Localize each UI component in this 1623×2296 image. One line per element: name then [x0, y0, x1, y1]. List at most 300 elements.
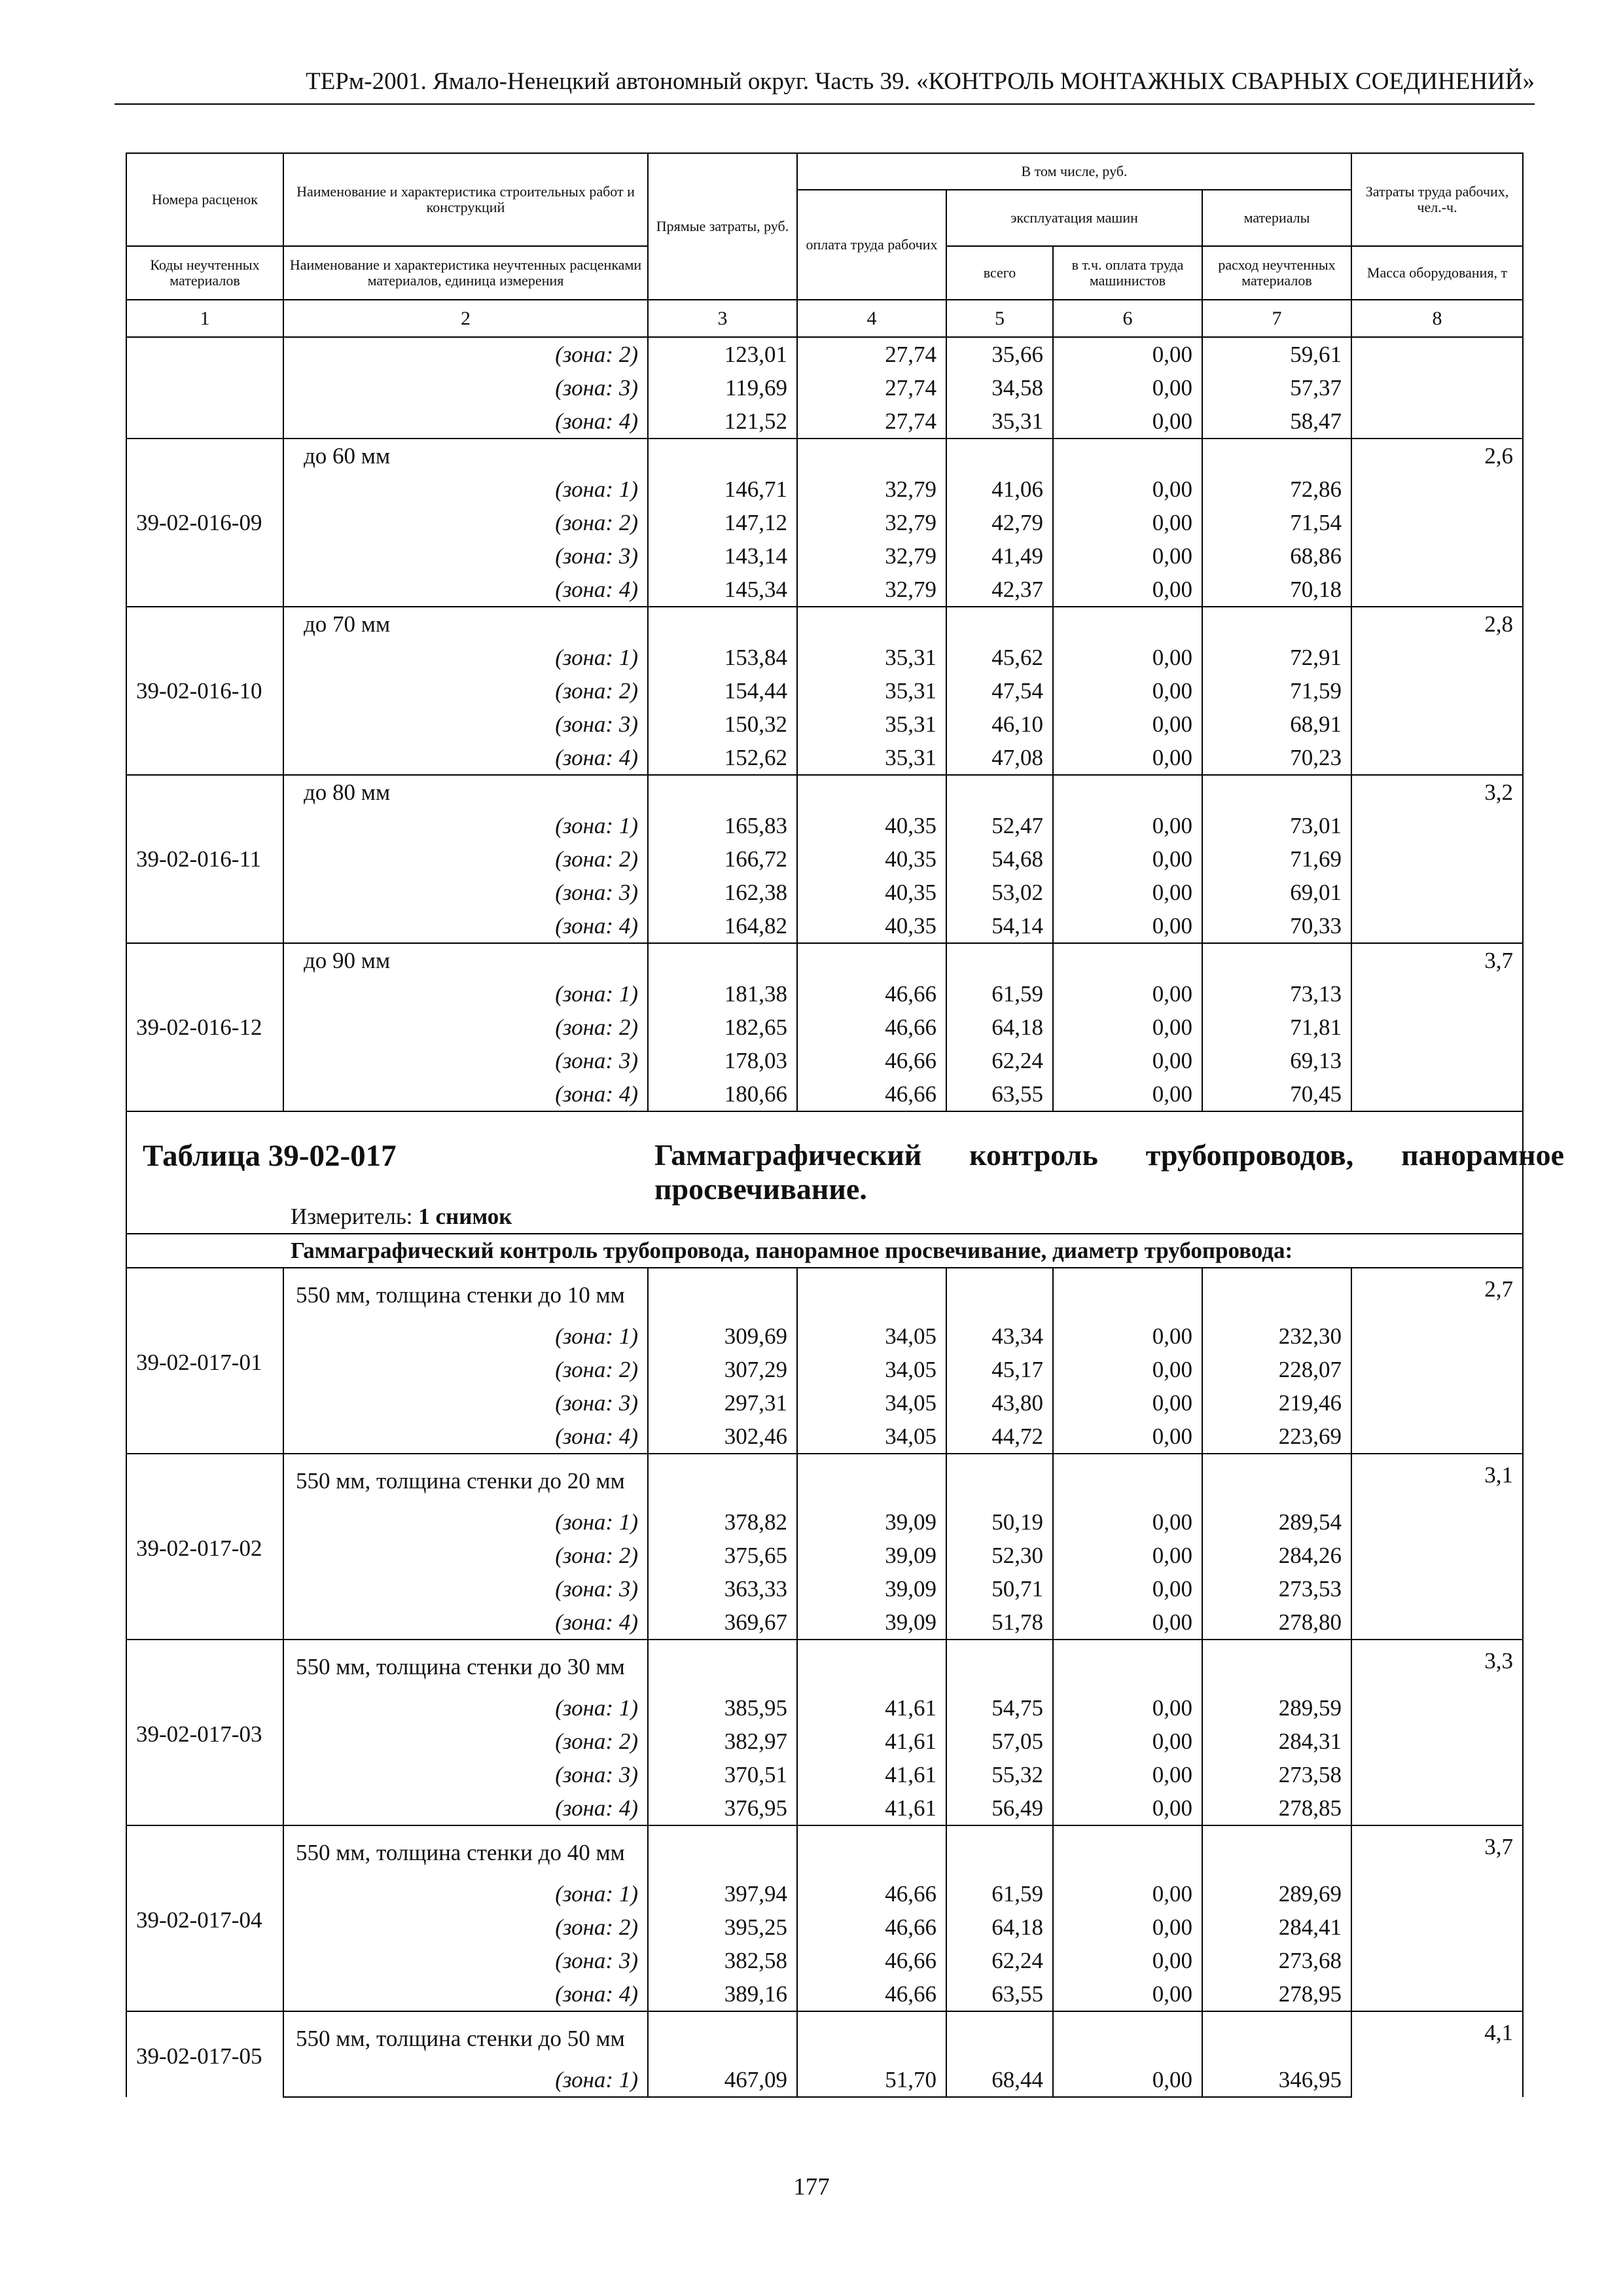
value-cell	[797, 1268, 946, 1319]
value-cell: 34,05	[797, 1386, 946, 1420]
zone-label: (зона: 2)	[283, 1725, 648, 1758]
value-cell: 35,31	[946, 404, 1053, 439]
value-cell	[797, 439, 946, 473]
value-cell: 47,08	[946, 741, 1053, 775]
table-row	[126, 1044, 1523, 1077]
rate-code: 39-02-017-01	[126, 1268, 283, 1454]
value-cell: 35,66	[946, 337, 1053, 371]
value-cell: 0,00	[1053, 708, 1202, 741]
zone-label: (зона: 1)	[283, 2063, 648, 2097]
value-cell: 180,66	[648, 1077, 797, 1111]
value-cell: 0,00	[1053, 741, 1202, 775]
value-cell: 64,18	[946, 1910, 1053, 1944]
value-cell: 57,37	[1202, 371, 1351, 404]
value-cell: 72,91	[1202, 641, 1351, 674]
value-cell: 43,80	[946, 1386, 1053, 1420]
value-cell: 181,38	[648, 977, 797, 1011]
value-cell: 53,02	[946, 876, 1053, 909]
value-cell: 46,66	[797, 1011, 946, 1044]
value-cell: 0,00	[1053, 977, 1202, 1011]
value-cell: 41,61	[797, 1725, 946, 1758]
value-cell: 228,07	[1202, 1353, 1351, 1386]
value-cell: 62,24	[946, 1044, 1053, 1077]
value-cell: 0,00	[1053, 337, 1202, 371]
rate-row	[126, 1268, 1523, 1319]
running-header: ТЕРм-2001. Ямало-Ненецкий автономный округ. Часть 39. «КОНТРОЛЬ МОНТАЖНЫХ СВАРНЫХ СОЕДИНЕНИЙ»	[306, 68, 1535, 95]
col-number: 3	[648, 300, 797, 337]
value-cell: 278,85	[1202, 1791, 1351, 1825]
value-cell: 297,31	[648, 1386, 797, 1420]
rate-name: 550 мм, толщина стенки до 40 мм	[283, 1825, 648, 1877]
col-header-machines: эксплуатация машин	[946, 190, 1202, 246]
header-rule	[115, 103, 1535, 105]
value-cell: 51,78	[946, 1605, 1053, 1640]
value-cell: 32,79	[797, 539, 946, 573]
labor-cost: 2,6	[1351, 439, 1523, 607]
value-cell: 0,00	[1053, 1077, 1202, 1111]
value-cell	[1053, 607, 1202, 641]
value-cell: 46,66	[797, 1877, 946, 1910]
value-cell: 278,95	[1202, 1977, 1351, 2011]
rate-row	[126, 1454, 1523, 1505]
value-cell	[1053, 775, 1202, 809]
value-cell: 35,31	[797, 641, 946, 674]
value-cell	[1202, 1268, 1351, 1319]
value-cell: 41,61	[797, 1791, 946, 1825]
value-cell: 284,31	[1202, 1725, 1351, 1758]
zone-label: (зона: 4)	[283, 1977, 648, 2011]
value-cell: 46,66	[797, 1977, 946, 2011]
value-cell: 54,68	[946, 842, 1053, 876]
table-row	[126, 473, 1523, 506]
rate-code: 39-02-017-05	[126, 2011, 283, 2097]
zone-label: (зона: 1)	[283, 1319, 648, 1353]
value-cell: 35,31	[797, 741, 946, 775]
value-cell: 35,31	[797, 674, 946, 708]
value-cell: 34,05	[797, 1319, 946, 1353]
rate-code: 39-02-017-02	[126, 1454, 283, 1640]
zone-label: (зона: 1)	[283, 473, 648, 506]
table-row	[126, 842, 1523, 876]
value-cell	[1202, 439, 1351, 473]
value-cell	[648, 1454, 797, 1505]
value-cell: 150,32	[648, 708, 797, 741]
labor-cost: 2,7	[1351, 1268, 1523, 1454]
col-number: 4	[797, 300, 946, 337]
value-cell: 69,01	[1202, 876, 1351, 909]
zone-label: (зона: 3)	[283, 876, 648, 909]
value-cell: 0,00	[1053, 371, 1202, 404]
zone-label: (зона: 2)	[283, 674, 648, 708]
value-cell	[1202, 1454, 1351, 1505]
value-cell	[797, 1454, 946, 1505]
col-header-equipment-mass: Масса оборудования, т	[1351, 246, 1523, 300]
table-row	[126, 506, 1523, 539]
value-cell: 0,00	[1053, 1910, 1202, 1944]
value-cell: 57,05	[946, 1725, 1053, 1758]
value-cell: 162,38	[648, 876, 797, 909]
value-cell: 68,86	[1202, 539, 1351, 573]
zone-label: (зона: 2)	[283, 1910, 648, 1944]
value-cell: 182,65	[648, 1011, 797, 1044]
zone-label: (зона: 1)	[283, 1691, 648, 1725]
value-cell: 27,74	[797, 337, 946, 371]
value-cell: 307,29	[648, 1353, 797, 1386]
value-cell: 68,44	[946, 2063, 1053, 2097]
labor-cell	[1351, 337, 1523, 439]
value-cell: 46,10	[946, 708, 1053, 741]
value-cell: 46,66	[797, 1944, 946, 1977]
value-cell: 63,55	[946, 1077, 1053, 1111]
value-cell: 0,00	[1053, 1011, 1202, 1044]
rate-code-cell	[126, 337, 283, 439]
rate-name: до 60 мм	[283, 439, 648, 473]
col-header-machines-total: всего	[946, 246, 1053, 300]
value-cell: 0,00	[1053, 1420, 1202, 1454]
value-cell: 0,00	[1053, 1691, 1202, 1725]
value-cell: 0,00	[1053, 842, 1202, 876]
value-cell: 153,84	[648, 641, 797, 674]
labor-cost: 4,1	[1351, 2011, 1523, 2097]
value-cell: 378,82	[648, 1505, 797, 1539]
col-header-materials: материалы	[1202, 190, 1351, 246]
value-cell: 0,00	[1053, 573, 1202, 607]
value-cell	[797, 1640, 946, 1691]
table-row	[126, 641, 1523, 674]
value-cell: 46,66	[797, 1910, 946, 1944]
value-cell: 382,97	[648, 1725, 797, 1758]
table-row	[126, 1539, 1523, 1572]
value-cell	[648, 1268, 797, 1319]
table-row	[126, 1910, 1523, 1944]
col-header-unaccounted-materials: расход неучтенных материалов	[1202, 246, 1351, 300]
value-cell: 35,31	[797, 708, 946, 741]
table-row	[126, 977, 1523, 1011]
value-cell: 284,41	[1202, 1910, 1351, 1944]
zone-label: (зона: 2)	[283, 1011, 648, 1044]
table-row	[126, 1877, 1523, 1910]
value-cell	[648, 2011, 797, 2063]
value-cell: 32,79	[797, 573, 946, 607]
labor-cost: 3,3	[1351, 1640, 1523, 1825]
value-cell: 0,00	[1053, 1044, 1202, 1077]
table-row	[126, 741, 1523, 775]
zone-label: (зона: 1)	[283, 809, 648, 842]
table-title: Гаммаграфический контроль трубопроводов, панорамное просвечивание.	[654, 1138, 1564, 1206]
value-cell	[648, 775, 797, 809]
zone-label: (зона: 1)	[283, 1505, 648, 1539]
table-row	[126, 1758, 1523, 1791]
table-row	[126, 1944, 1523, 1977]
col-header-including: В том числе, руб.	[797, 153, 1351, 190]
value-cell	[1053, 2011, 1202, 2063]
rate-name: 550 мм, толщина стенки до 50 мм	[283, 2011, 648, 2063]
value-cell: 119,69	[648, 371, 797, 404]
value-cell: 363,33	[648, 1572, 797, 1605]
value-cell: 223,69	[1202, 1420, 1351, 1454]
value-cell: 71,81	[1202, 1011, 1351, 1044]
zone-label: (зона: 1)	[283, 641, 648, 674]
table-row	[126, 337, 1523, 371]
rate-name: до 80 мм	[283, 775, 648, 809]
zone-label: (зона: 2)	[283, 506, 648, 539]
value-cell: 0,00	[1053, 1319, 1202, 1353]
value-cell	[946, 607, 1053, 641]
rate-name: до 90 мм	[283, 943, 648, 977]
table-subheading: Гаммаграфический контроль трубопровода, панорамное просвечивание, диаметр трубопровода:	[126, 1234, 1523, 1268]
table-row	[126, 539, 1523, 573]
rate-row	[126, 607, 1523, 641]
value-cell	[797, 943, 946, 977]
value-cell: 71,69	[1202, 842, 1351, 876]
value-cell	[1053, 1825, 1202, 1877]
zone-label: (зона: 4)	[283, 909, 648, 943]
value-cell: 0,00	[1053, 539, 1202, 573]
value-cell: 40,35	[797, 876, 946, 909]
value-cell	[946, 439, 1053, 473]
col-number: 5	[946, 300, 1053, 337]
value-cell: 70,45	[1202, 1077, 1351, 1111]
value-cell: 0,00	[1053, 1539, 1202, 1572]
value-cell: 289,54	[1202, 1505, 1351, 1539]
value-cell: 178,03	[648, 1044, 797, 1077]
value-cell: 273,58	[1202, 1758, 1351, 1791]
value-cell: 289,69	[1202, 1877, 1351, 1910]
table-row	[126, 1420, 1523, 1454]
value-cell: 0,00	[1053, 473, 1202, 506]
value-cell: 39,09	[797, 1539, 946, 1572]
rate-code: 39-02-016-10	[126, 607, 283, 775]
value-cell: 0,00	[1053, 2063, 1202, 2097]
value-cell: 0,00	[1053, 876, 1202, 909]
value-cell	[1202, 607, 1351, 641]
value-cell: 32,79	[797, 506, 946, 539]
value-cell: 56,49	[946, 1791, 1053, 1825]
value-cell: 40,35	[797, 909, 946, 943]
zone-label: (зона: 1)	[283, 1877, 648, 1910]
zone-label: (зона: 3)	[283, 539, 648, 573]
col-header-material-names: Наименование и характеристика неучтенных расценками материалов, единица измерения	[283, 246, 648, 300]
value-cell: 47,54	[946, 674, 1053, 708]
unit-value: 1 снимок	[418, 1204, 512, 1229]
value-cell: 54,75	[946, 1691, 1053, 1725]
value-cell: 58,47	[1202, 404, 1351, 439]
zone-label: (зона: 2)	[283, 1353, 648, 1386]
value-cell	[648, 607, 797, 641]
value-cell: 165,83	[648, 809, 797, 842]
table-row	[126, 1791, 1523, 1825]
value-cell	[1202, 775, 1351, 809]
table-row	[126, 1353, 1523, 1386]
table-row	[126, 1691, 1523, 1725]
labor-cost: 3,2	[1351, 775, 1523, 943]
value-cell: 61,59	[946, 977, 1053, 1011]
value-cell: 70,33	[1202, 909, 1351, 943]
value-cell: 0,00	[1053, 1944, 1202, 1977]
rate-row	[126, 439, 1523, 473]
value-cell: 273,68	[1202, 1944, 1351, 1977]
value-cell	[1202, 2011, 1351, 2063]
value-cell	[1053, 1454, 1202, 1505]
zone-label: (зона: 3)	[283, 708, 648, 741]
rate-code: 39-02-016-12	[126, 943, 283, 1111]
value-cell	[946, 1825, 1053, 1877]
value-cell: 34,05	[797, 1420, 946, 1454]
value-cell: 32,79	[797, 473, 946, 506]
table-row	[126, 404, 1523, 439]
value-cell: 0,00	[1053, 1725, 1202, 1758]
value-cell: 309,69	[648, 1319, 797, 1353]
value-cell: 346,95	[1202, 2063, 1351, 2097]
value-cell: 0,00	[1053, 1977, 1202, 2011]
value-cell: 34,05	[797, 1353, 946, 1386]
value-cell	[648, 439, 797, 473]
value-cell: 145,34	[648, 573, 797, 607]
value-cell: 147,12	[648, 506, 797, 539]
zone-label: (зона: 3)	[283, 1944, 648, 1977]
col-header-labor-costs: Затраты труда рабочих, чел.-ч.	[1351, 153, 1523, 246]
value-cell: 395,25	[648, 1910, 797, 1944]
zone-label: (зона: 2)	[283, 842, 648, 876]
value-cell	[648, 1825, 797, 1877]
value-cell: 0,00	[1053, 1353, 1202, 1386]
table-row	[126, 1077, 1523, 1111]
table-row	[126, 1505, 1523, 1539]
col-number: 1	[126, 300, 283, 337]
value-cell: 166,72	[648, 842, 797, 876]
value-cell: 0,00	[1053, 1877, 1202, 1910]
value-cell	[797, 775, 946, 809]
value-cell: 284,26	[1202, 1539, 1351, 1572]
value-cell: 467,09	[648, 2063, 797, 2097]
value-cell: 55,32	[946, 1758, 1053, 1791]
value-cell	[1202, 1640, 1351, 1691]
value-cell	[946, 775, 1053, 809]
zone-label: (зона: 4)	[283, 1605, 648, 1640]
value-cell: 73,13	[1202, 977, 1351, 1011]
value-cell: 39,09	[797, 1572, 946, 1605]
zone-label: (зона: 3)	[283, 1386, 648, 1420]
value-cell: 34,58	[946, 371, 1053, 404]
col-header-work-name: Наименование и характеристика строительных работ и конструкций	[283, 153, 648, 246]
rate-row	[126, 1825, 1523, 1877]
value-cell: 164,82	[648, 909, 797, 943]
rate-name: 550 мм, толщина стенки до 10 мм	[283, 1268, 648, 1319]
table-row	[126, 809, 1523, 842]
value-cell: 0,00	[1053, 1605, 1202, 1640]
value-cell: 41,61	[797, 1758, 946, 1791]
value-cell: 0,00	[1053, 1505, 1202, 1539]
zone-label: (зона: 2)	[283, 1539, 648, 1572]
col-header-material-codes: Коды неучтенных материалов	[126, 246, 283, 300]
value-cell: 41,06	[946, 473, 1053, 506]
value-cell: 70,18	[1202, 573, 1351, 607]
value-cell	[1202, 943, 1351, 977]
value-cell: 42,37	[946, 573, 1053, 607]
value-cell: 278,80	[1202, 1605, 1351, 1640]
rate-name: до 70 мм	[283, 607, 648, 641]
table-row	[126, 1605, 1523, 1640]
value-cell: 73,01	[1202, 809, 1351, 842]
value-cell	[797, 1825, 946, 1877]
table-row	[126, 708, 1523, 741]
value-cell: 27,74	[797, 404, 946, 439]
col-header-rate-numbers: Номера расценок	[126, 153, 283, 246]
value-cell	[648, 943, 797, 977]
value-cell: 64,18	[946, 1011, 1053, 1044]
rate-row	[126, 2011, 1523, 2063]
labor-cost: 3,1	[1351, 1454, 1523, 1640]
rate-name: 550 мм, толщина стенки до 30 мм	[283, 1640, 648, 1691]
value-cell: 0,00	[1053, 1791, 1202, 1825]
value-cell: 62,24	[946, 1944, 1053, 1977]
value-cell: 52,30	[946, 1539, 1053, 1572]
value-cell	[648, 1640, 797, 1691]
zone-label: (зона: 1)	[283, 977, 648, 1011]
labor-cost: 2,8	[1351, 607, 1523, 775]
value-cell: 0,00	[1053, 404, 1202, 439]
table-row	[126, 1725, 1523, 1758]
value-cell	[946, 1268, 1053, 1319]
value-cell	[1053, 1268, 1202, 1319]
value-cell	[1053, 1640, 1202, 1691]
value-cell: 69,13	[1202, 1044, 1351, 1077]
value-cell: 123,01	[648, 337, 797, 371]
value-cell: 50,71	[946, 1572, 1053, 1605]
value-cell: 39,09	[797, 1605, 946, 1640]
value-cell: 50,19	[946, 1505, 1053, 1539]
value-cell: 61,59	[946, 1877, 1053, 1910]
value-cell: 72,86	[1202, 473, 1351, 506]
value-cell	[946, 943, 1053, 977]
zone-label: (зона: 3)	[283, 371, 648, 404]
value-cell: 40,35	[797, 842, 946, 876]
zone-label: (зона: 2)	[283, 337, 648, 371]
value-cell: 70,23	[1202, 741, 1351, 775]
zone-label: (зона: 4)	[283, 1077, 648, 1111]
value-cell: 46,66	[797, 1077, 946, 1111]
table-row	[126, 1572, 1523, 1605]
value-cell: 45,62	[946, 641, 1053, 674]
value-cell: 27,74	[797, 371, 946, 404]
value-cell: 0,00	[1053, 1758, 1202, 1791]
rate-code: 39-02-016-09	[126, 439, 283, 607]
value-cell	[797, 607, 946, 641]
value-cell: 0,00	[1053, 909, 1202, 943]
labor-cost: 3,7	[1351, 943, 1523, 1111]
zone-label: (зона: 3)	[283, 1572, 648, 1605]
value-cell: 369,67	[648, 1605, 797, 1640]
value-cell: 152,62	[648, 741, 797, 775]
col-number: 7	[1202, 300, 1351, 337]
col-header-direct-costs: Прямые затраты, руб.	[648, 153, 797, 300]
value-cell	[946, 1454, 1053, 1505]
value-cell: 0,00	[1053, 809, 1202, 842]
table-row	[126, 371, 1523, 404]
value-cell: 0,00	[1053, 641, 1202, 674]
value-cell: 232,30	[1202, 1319, 1351, 1353]
table-row	[126, 1977, 1523, 2011]
zone-label: (зона: 4)	[283, 1420, 648, 1454]
value-cell: 273,53	[1202, 1572, 1351, 1605]
value-cell: 302,46	[648, 1420, 797, 1454]
value-cell: 63,55	[946, 1977, 1053, 2011]
unit-label: Измеритель:	[291, 1204, 413, 1229]
value-cell: 39,09	[797, 1505, 946, 1539]
zone-label: (зона: 4)	[283, 741, 648, 775]
zone-label: (зона: 4)	[283, 573, 648, 607]
unit-of-measure	[291, 1204, 512, 1230]
